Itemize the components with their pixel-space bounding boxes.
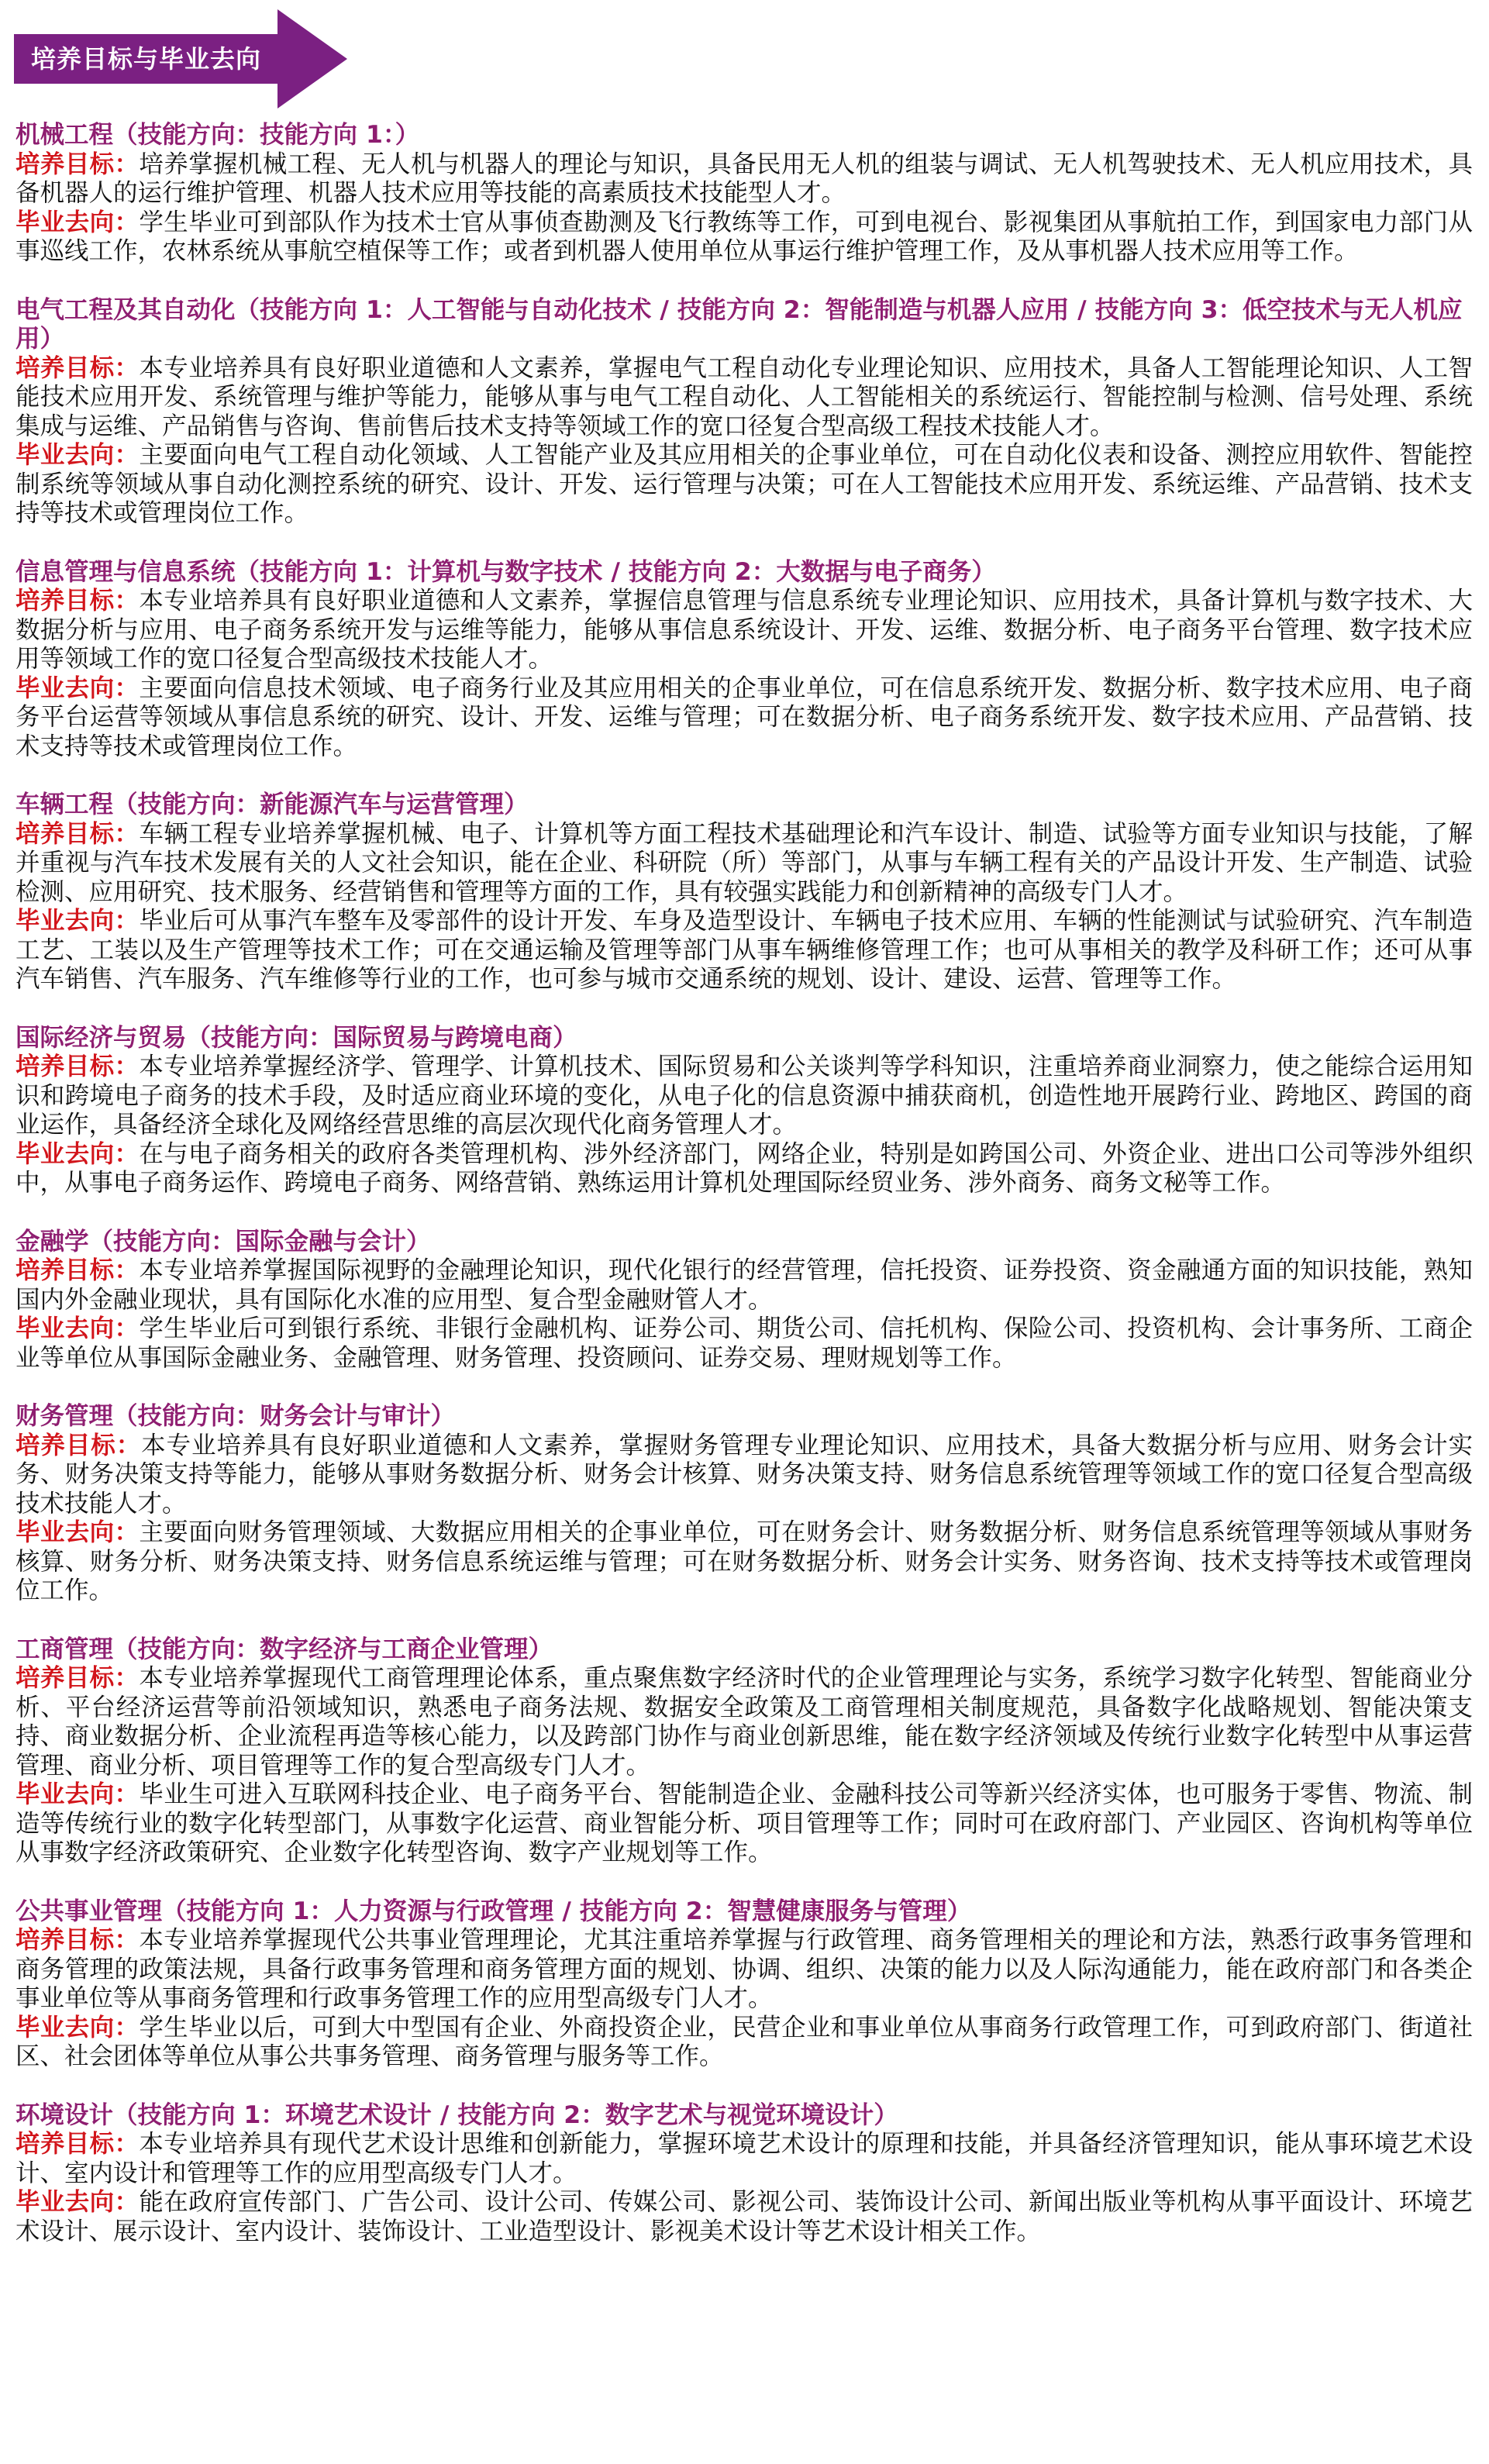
goal-paragraph (16, 150, 1473, 208)
goal-paragraph (16, 1432, 1473, 1519)
goal-paragraph (16, 587, 1473, 674)
career-paragraph (16, 1780, 1473, 1868)
goal-text: 本专业培养具有良好职业道德和人文素养，掌握信息管理与信息系统专业理论知识、应用技术，具备计算机与数字技术、大数据分析与应用、电子商务系统开发与运维等能力，能够从事信息系统设计、开发、运维、数据分析、电子商务平台管理、数字技术应用等领域工作的宽口径复合型高级技术技能人才。 (16, 587, 1473, 673)
goal-label: 培养目标： (16, 1256, 140, 1284)
goal-label: 培养目标： (16, 353, 140, 382)
goal-paragraph (16, 1664, 1473, 1780)
section-title: 金融学（技能方向：国际金融与会计） (16, 1227, 431, 1256)
career-label: 毕业去向： (16, 907, 140, 935)
goal-label: 培养目标： (16, 2130, 140, 2158)
section-title: 车辆工程（技能方向：新能源汽车与运营管理） (16, 791, 529, 818)
career-paragraph (16, 441, 1473, 529)
goal-label: 培养目标： (16, 587, 140, 615)
header-arrow (14, 9, 347, 109)
program-section (16, 121, 1473, 267)
program-section (16, 1228, 1473, 1373)
career-text: 能在政府宣传部门、广告公司、设计公司、传媒公司、影视公司、装饰设计公司、新闻出版业等机构从事平面设计、环境艺术设计、展示设计、室内设计、装饰设计、工业造型设计、影视美术设计等艺术设计相关工作。 (16, 2188, 1473, 2245)
career-label: 毕业去向： (16, 1139, 140, 1168)
career-label: 毕业去向： (16, 441, 140, 469)
goal-label: 培养目标： (16, 1053, 140, 1080)
career-text: 主要面向电气工程自动化领域、人工智能产业及其应用相关的企事业单位，可在自动化仪表和设备、测控应用软件、智能控制系统等领域从事自动化测控系统的研究、设计、开发、运行管理与决策；可在人工智能技术应用开发、系统运维、产品营销、技术支持等技术或管理岗位工作。 (16, 441, 1473, 527)
goal-text: 本专业培养掌握经济学、管理学、计算机技术、国际贸易和公关谈判等学科知识，注重培养商业洞察力，使之能综合运用知识和跨境电子商务的技术手段，及时适应商业环境的变化，从电子化的信息资源中捕获商机，创造性地开展跨行业、跨地区、跨国的商业运作，具备经济全球化及网络经营思维的高层次现代化商务管理人才。 (16, 1053, 1473, 1139)
section-title: 国际经济与贸易（技能方向：国际贸易与跨境电商） (16, 1023, 577, 1052)
program-section (16, 791, 1473, 994)
career-text: 毕业后可从事汽车整车及零部件的设计开发、车身及造型设计、车辆电子技术应用、车辆的性能测试与试验研究、汽车制造工艺、工装以及生产管理等技术工作；可在交通运输及管理等部门从事车辆维修管理工作；也可从事相关的教学及科研工作；还可从事汽车销售、汽车服务、汽车维修等行业的工作，也可参与城市交通系统的规划、设计、建设、运营、管理等工作。 (16, 907, 1473, 993)
goal-label: 培养目标： (16, 1926, 140, 1954)
program-section (16, 1897, 1473, 2072)
goal-paragraph (16, 820, 1473, 908)
goal-paragraph (16, 1053, 1473, 1140)
goal-text: 车辆工程专业培养掌握机械、电子、计算机等方面工程技术基础理论和汽车设计、制造、试验等方面专业知识与技能，了解并重视与汽车技术发展有关的人文社会知识，能在企业、科研院（所）等部门，从事与车辆工程有关的产品设计开发、生产制造、试验检测、应用研究、技术服务、经营销售和管理等方面的工作，具有较强实践能力和创新精神的高级专门人才。 (16, 819, 1473, 906)
career-label: 毕业去向： (16, 674, 140, 702)
section-title: 电气工程及其自动化（技能方向 1：人工智能与自动化技术 / 技能方向 2：智能制造与机器人应用 / 技能方向 3：低空技术与无人机应用） (16, 295, 1463, 353)
goal-text: 本专业培养具有良好职业道德和人文素养，掌握财务管理专业理论知识、应用技术，具备大数据分析与应用、财务会计实务、财务决策支持等能力，能够从事财务数据分析、财务会计核算、财务决策支持、财务信息系统管理等领域工作的宽口径复合型高级技术技能人才。 (16, 1431, 1473, 1518)
goal-paragraph (16, 1926, 1473, 2014)
career-paragraph (16, 2014, 1473, 2072)
goal-label: 培养目标： (16, 1664, 140, 1692)
goal-text: 本专业培养具有良好职业道德和人文素养，掌握电气工程自动化专业理论知识、应用技术，具备人工智能理论知识、人工智能技术应用开发、系统管理与维护等能力，能够从事与电气工程自动化、人工智能相关的系统运行、智能控制与检测、信号处理、系统集成与运维、产品销售与咨询、售前售后技术支持等领域工作的宽口径复合型高级工程技术技能人才。 (16, 353, 1473, 440)
goal-paragraph (16, 1256, 1473, 1315)
goal-text: 本专业培养掌握国际视野的金融理论知识，现代化银行的经营管理，信托投资、证券投资、资金融通方面的知识技能，熟知国内外金融业现状，具有国际化水准的应用型、复合型金融财管人才。 (16, 1256, 1473, 1314)
career-label: 毕业去向： (16, 1518, 140, 1546)
goal-label: 培养目标： (16, 1431, 142, 1459)
career-label: 毕业去向： (16, 2188, 140, 2216)
career-paragraph (16, 1518, 1473, 1606)
goal-text: 本专业培养掌握现代公共事业管理理论，尤其注重培养掌握与行政管理、商务管理相关的理论和方法，熟悉行政事务管理和商务管理的政策法规，具备行政事务管理和商务管理方面的规划、协调、组织、决策的能力以及人际沟通能力，能在政府部门和各类企事业单位等从事商务管理和行政事务管理工作的应用型高级专门人才。 (16, 1926, 1473, 2012)
career-label: 毕业去向： (16, 2013, 140, 2042)
section-title: 财务管理（技能方向：财务会计与审计） (16, 1402, 456, 1430)
program-section (16, 558, 1473, 762)
program-list (16, 121, 1473, 2276)
program-section (16, 1635, 1473, 1868)
career-text: 学生毕业后可到银行系统、非银行金融机构、证券公司、期货公司、信托机构、保险公司、投资机构、会计事务所、工商企业等单位从事国际金融业务、金融管理、财务管理、投资顾问、证券交易、理财规划等工作。 (16, 1315, 1473, 1372)
career-text: 毕业生可进入互联网科技企业、电子商务平台、智能制造企业、金融科技公司等新兴经济实体，也可服务于零售、物流、制造等传统行业的数字化转型部门，从事数字化运营、商业智能分析、项目管理等工作；同时可在政府部门、产业园区、咨询机构等单位从事数字经济政策研究、企业数字化转型咨询、数字产业规划等工作。 (16, 1780, 1473, 1866)
goal-paragraph (16, 2130, 1473, 2188)
career-text: 主要面向信息技术领域、电子商务行业及其应用相关的企事业单位，可在信息系统开发、数据分析、数字技术应用、电子商务平台运营等领域从事信息系统的研究、设计、开发、运维与管理；可在数据分析、电子商务系统开发、数字技术应用、产品营销、技术支持等技术或管理岗位工作。 (16, 674, 1473, 760)
career-paragraph (16, 2188, 1473, 2246)
goal-label: 培养目标： (16, 819, 140, 848)
career-label: 毕业去向： (16, 1315, 140, 1342)
career-label: 毕业去向： (16, 208, 140, 236)
goal-label: 培养目标： (16, 150, 140, 178)
career-paragraph (16, 907, 1473, 994)
program-section (16, 1402, 1473, 1606)
program-section (16, 2101, 1473, 2247)
career-paragraph (16, 1315, 1473, 1373)
career-paragraph (16, 674, 1473, 762)
program-section (16, 296, 1473, 529)
section-title: 环境设计（技能方向 1：环境艺术设计 / 技能方向 2：数字艺术与视觉环境设计） (16, 2100, 898, 2129)
career-text: 在与电子商务相关的政府各类管理机构、涉外经济部门，网络企业，特别是如跨国公司、外资企业、进出口公司等涉外组织中，从事电子商务运作、跨境电子商务、网络营销、熟练运用计算机处理国际经贸业务、涉外商务、商务文秘等工作。 (16, 1139, 1473, 1197)
section-title: 信息管理与信息系统（技能方向 1：计算机与数字技术 / 技能方向 2：大数据与电子商务） (16, 557, 996, 586)
header-title: 培养目标与毕业去向 (31, 44, 262, 74)
career-text: 学生毕业可到部队作为技术士官从事侦查勘测及飞行教练等工作，可到电视台、影视集团从事航拍工作，到国家电力部门从事巡线工作，农林系统从事航空植保等工作；或者到机器人使用单位从事运行维护管理工作，及从事机器人技术应用等工作。 (16, 208, 1473, 265)
section-title: 工商管理（技能方向：数字经济与工商企业管理） (16, 1635, 553, 1663)
section-title: 机械工程（技能方向：技能方向 1：） (16, 121, 420, 149)
career-text: 主要面向财务管理领域、大数据应用相关的企事业单位，可在财务会计、财务数据分析、财务信息系统管理等领域从事财务核算、财务分析、财务决策支持、财务信息系统运维与管理；可在财务数据分析、财务会计实务、财务咨询、技术支持等技术或管理岗位工作。 (16, 1518, 1473, 1604)
career-paragraph (16, 1140, 1473, 1198)
career-label: 毕业去向： (16, 1780, 140, 1808)
goal-paragraph (16, 354, 1473, 442)
goal-text: 培养掌握机械工程、无人机与机器人的理论与知识，具备民用无人机的组装与调试、无人机驾驶技术、无人机应用技术，具备机器人的运行维护管理、机器人技术应用等技能的高素质技术技能型人才。 (16, 150, 1473, 207)
career-paragraph (16, 208, 1473, 267)
goal-text: 本专业培养掌握现代工商管理理论体系，重点聚焦数字经济时代的企业管理理论与实务，系统学习数字化转型、智能商业分析、平台经济运营等前沿领域知识，熟悉电子商务法规、数据安全政策及工商管理相关制度规范，具备数字化战略规划、智能决策支持、商业数据分析、企业流程再造等核心能力，以及跨部门协作与商业创新思维，能在数字经济领域及传统行业数字化转型中从事运营管理、商业分析、项目管理等工作的复合型高级专门人才。 (16, 1664, 1473, 1780)
section-title: 公共事业管理（技能方向 1：人力资源与行政管理 / 技能方向 2：智慧健康服务与管理） (16, 1897, 972, 1925)
program-section (16, 1024, 1473, 1198)
career-text: 学生毕业以后，可到大中型国有企业、外商投资企业，民营企业和事业单位从事商务行政管理工作，可到政府部门、街道社区、社会团体等单位从事公共事务管理、商务管理与服务等工作。 (16, 2013, 1473, 2070)
goal-text: 本专业培养具有现代艺术设计思维和创新能力，掌握环境艺术设计的原理和技能，并具备经济管理知识，能从事环境艺术设计、室内设计和管理等工作的应用型高级专门人才。 (16, 2130, 1473, 2187)
